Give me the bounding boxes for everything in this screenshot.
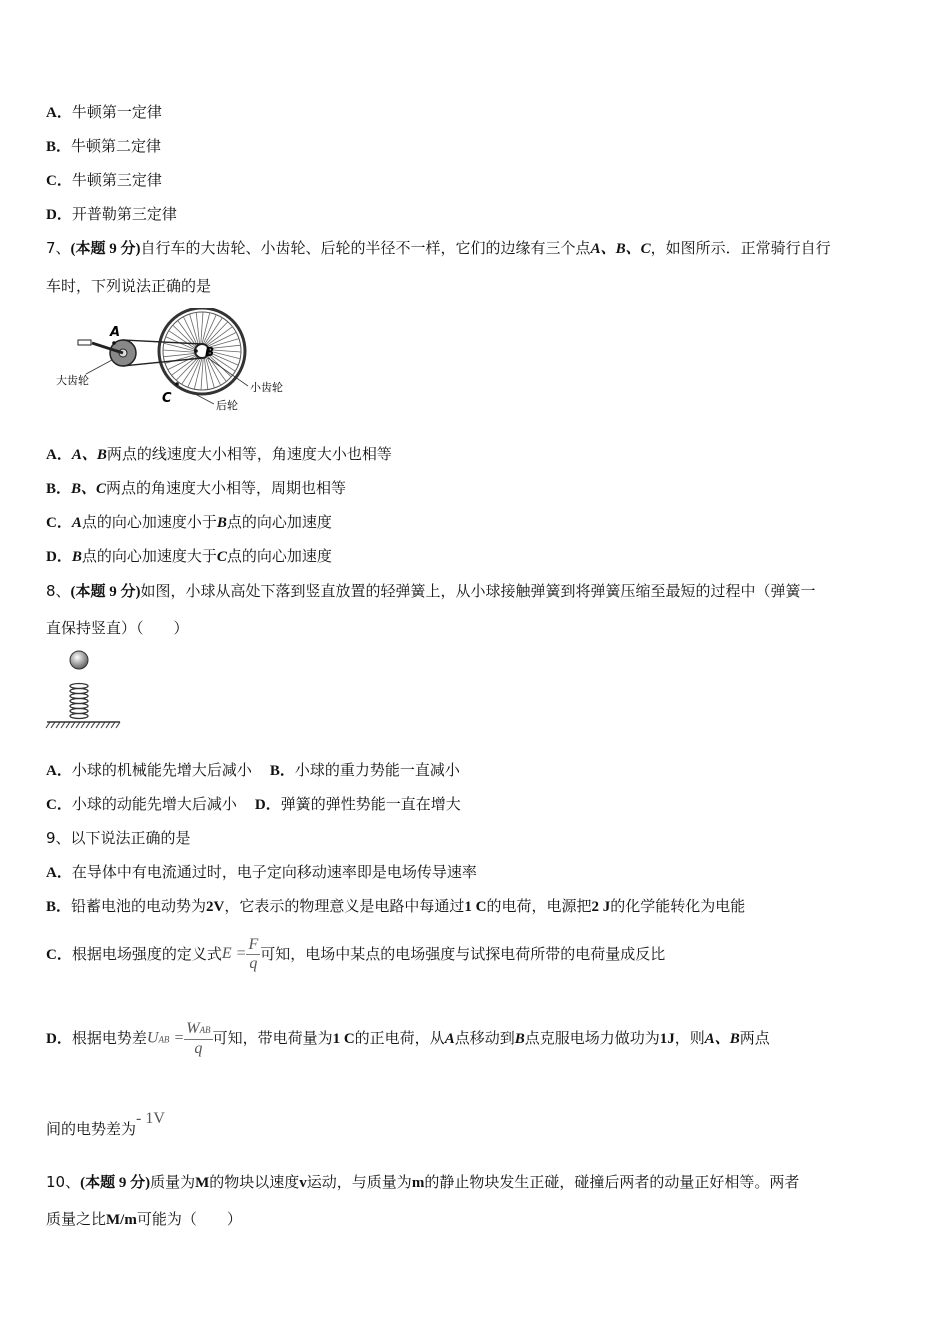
field-strength-formula: E = $\frac{F}{q}$ bbox=[221, 936, 259, 972]
q7-option-b: B．B、C两点的角速度大小相等，周期也相等 bbox=[46, 479, 347, 497]
q8-option-b: B．小球的重力势能一直减小 bbox=[269, 761, 460, 779]
q6-option-d: D．开普勒第三定律 bbox=[46, 205, 177, 223]
q9-option-d-continued: 间的电势差为- 1V bbox=[46, 1110, 165, 1138]
ground-hatch bbox=[46, 722, 120, 728]
label-c: C bbox=[162, 391, 172, 406]
q8-stem-line2: 直保持竖直）（ ） bbox=[46, 619, 189, 637]
q7-option-c: C．A点的向心加速度小于B点的向心加速度 bbox=[46, 513, 332, 531]
q7-stem-line1: 7、(本题 9 分)自行车的大齿轮、小齿轮、后轮的半径不一样，它们的边缘有三个点A、B、C，如图所示．正常骑行自行 bbox=[46, 239, 831, 257]
q9-option-d: D．根据电势差UAB = $\frac{\text{WAB}}{q}$ 可知，带电荷量为1 C的正电荷，从A点移动到B点克服电场力做功为1J，则A、B两点 bbox=[46, 1019, 770, 1057]
label-big-gear: 大齿轮 bbox=[56, 374, 89, 387]
ball bbox=[70, 651, 88, 669]
q9-option-b: B．铅蓄电池的电动势为2V，它表示的物理意义是电路中每通过1 C的电荷，电源把2 J的化学能转化为电能 bbox=[46, 897, 746, 915]
spring bbox=[70, 684, 88, 719]
q8-stem-line1: 8、(本题 9 分)如图，小球从高处下落到竖直放置的轻弹簧上，从小球接触弹簧到将弹簧压缩至最短的过程中（弹簧一 bbox=[46, 582, 816, 600]
ball-spring-figure bbox=[44, 648, 124, 734]
label-rear-wheel: 后轮 bbox=[216, 399, 238, 412]
q7-stem-line2: 车时，下列说法正确的是 bbox=[46, 277, 212, 295]
pedal bbox=[78, 340, 91, 345]
q8-options-row2 bbox=[46, 794, 461, 815]
q9-option-a: A．在导体中有电流通过时，电子定向移动速率即是电场传导速率 bbox=[46, 863, 477, 881]
q10-stem-line1: 10、(本题 9 分)质量为M的物块以速度v运动，与质量为m的静止物块发生正碰，碰撞后两者的动量正好相等。两者 bbox=[46, 1173, 800, 1191]
q9-option-c: C．根据电场强度的定义式E = $\frac{F}{q}$ 可知，电场中某点的电场强度与试探电荷所带的电荷量成反比 bbox=[46, 936, 666, 972]
q8-option-d: D．弹簧的弹性势能一直在增大 bbox=[254, 795, 461, 813]
label-b: B bbox=[205, 345, 215, 359]
label-a: A bbox=[110, 325, 121, 340]
q8-option-c: C．小球的动能先增大后减小 bbox=[46, 795, 237, 813]
q7-option-d: D．B点的向心加速度大于C点的向心加速度 bbox=[46, 547, 332, 565]
q6-option-b: B．牛顿第二定律 bbox=[46, 137, 162, 155]
bicycle-gear-figure bbox=[50, 308, 300, 418]
q6-option-a: A．牛顿第一定律 bbox=[46, 103, 162, 121]
q8-option-a: A．小球的机械能先增大后减小 bbox=[46, 761, 252, 779]
label-small-gear: 小齿轮 bbox=[250, 381, 283, 394]
q8-options-row1 bbox=[46, 760, 460, 781]
q10-stem-line2: 质量之比M/m可能为（ ） bbox=[46, 1210, 242, 1228]
q9-stem: 9、以下说法正确的是 bbox=[46, 829, 191, 847]
q6-option-c: C．牛顿第三定律 bbox=[46, 171, 162, 189]
q7-option-a: A．A、B两点的线速度大小相等，角速度大小也相等 bbox=[46, 445, 392, 463]
potential-difference-answer: - 1V bbox=[136, 1110, 165, 1127]
potential-difference-formula: UAB = $\frac{\text{WAB}}{q}$ bbox=[146, 1019, 211, 1057]
